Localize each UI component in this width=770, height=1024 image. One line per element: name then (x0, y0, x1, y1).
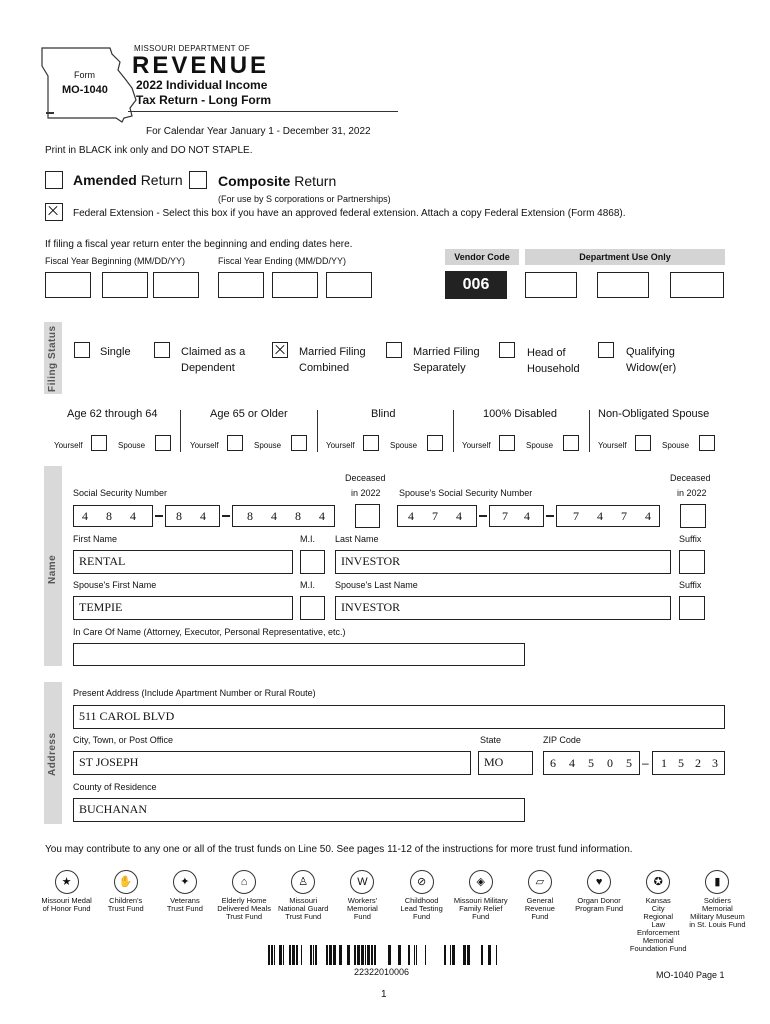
single-checkbox[interactable] (74, 342, 90, 358)
trust-fund-label: Family Relief (459, 904, 503, 913)
hoh-label-2: Household (527, 363, 580, 375)
spouse-ssn-digit: 4 (408, 509, 414, 523)
barcode-bar (315, 945, 317, 965)
spouse-ssn-dash-2 (546, 515, 554, 517)
barcode-bar (310, 945, 312, 965)
barcode-bar (408, 945, 410, 965)
title-line-2: Tax Return - Long Form (136, 93, 272, 107)
fiscal-ending-label: Fiscal Year Ending (MM/DD/YY) (218, 256, 347, 266)
barcode-number: 22322010006 (354, 967, 410, 977)
trust-fund-item (688, 870, 747, 929)
first-name-field[interactable]: RENTAL (73, 550, 293, 574)
trust-fund-label: Memorial (642, 936, 674, 945)
spouse-first-name-field[interactable]: TEMPIE (73, 596, 293, 620)
disabled-yourself-label: Yourself (462, 441, 491, 450)
barcode-bar (361, 945, 364, 965)
trust-fund-label: Fund (531, 912, 549, 921)
trust-fund-label: Organ Donor (577, 896, 621, 905)
dependent-label-1: Claimed as a (181, 346, 246, 358)
age-65-label: Age 65 or Older (210, 408, 288, 420)
trust-fund-label: Fund (413, 912, 431, 921)
vendor-code-value: 006 (445, 271, 507, 299)
form-label: Form (74, 70, 95, 80)
dept-top-label: MISSOURI DEPARTMENT OF (134, 44, 250, 53)
barcode-bar (339, 945, 342, 965)
age-divider-2 (317, 410, 318, 452)
trust-fund-label: Veterans (170, 896, 200, 905)
zip-plus4-field[interactable] (652, 751, 725, 775)
barcode-bar (398, 945, 401, 965)
donor-icon: ♥ (587, 870, 611, 894)
mi-label: M.I. (300, 534, 315, 544)
spouse-mi-label: M.I. (300, 580, 315, 590)
spouse-deceased-label-2: in 2022 (677, 488, 707, 498)
barcode-bar (357, 945, 360, 965)
county-label: County of Residence (73, 782, 157, 792)
barcode-bar (268, 945, 270, 965)
trust-fund-label: Program Fund (575, 904, 624, 913)
last-name-label: Last Name (335, 534, 379, 544)
disabled-label: 100% Disabled (483, 408, 557, 420)
nonobligated-yourself-label: Yourself (598, 441, 627, 450)
ssn-digit: 8 (295, 509, 301, 523)
age62-yourself-label: Yourself (54, 441, 83, 450)
care-of-field[interactable] (73, 643, 525, 666)
trust-fund-item (274, 870, 333, 921)
trust-fund-label: Lead Testing (400, 904, 443, 913)
spouse-ssn-digit: 4 (645, 509, 651, 523)
barcode-bar (271, 945, 273, 965)
barcode (268, 945, 500, 965)
revenue-logo: REVENUE (132, 52, 270, 79)
trust-fund-label: Missouri Medal (41, 896, 92, 905)
trust-fund-item (215, 870, 274, 921)
blind-spouse-label: Spouse (390, 441, 418, 450)
fiscal-begin-day[interactable] (102, 272, 148, 298)
dependent-label-2: Dependent (181, 362, 235, 374)
spouse-mi-field[interactable] (300, 596, 325, 620)
trust-fund-label: Regional (643, 912, 674, 921)
barcode-bar (283, 945, 284, 965)
title-rule (128, 111, 398, 112)
title-line-1: 2022 Individual Income (136, 78, 268, 92)
eagle-icon: ✦ (173, 870, 197, 894)
state-field[interactable]: MO (478, 751, 533, 775)
trust-fund-label: Trust Fund (226, 912, 263, 921)
barcode-bar (388, 945, 391, 965)
spouse-last-name-field[interactable]: INVESTOR (335, 596, 671, 620)
mi-field[interactable] (300, 550, 325, 574)
zip4-digit: 5 (678, 756, 684, 770)
dogtag-icon: ◈ (469, 870, 493, 894)
married-filing-separately-checkbox[interactable] (386, 342, 402, 358)
present-address-field[interactable]: 511 CAROL BLVD (73, 705, 725, 729)
age65-yourself-label: Yourself (190, 441, 219, 450)
trust-fund-label: Soldiers (703, 896, 731, 905)
barcode-bar (463, 945, 466, 965)
spouse-last-name-label: Spouse's Last Name (335, 580, 418, 590)
barcode-bar (496, 945, 497, 965)
age-62-64-label: Age 62 through 64 (67, 408, 158, 420)
vendor-code-header: Vendor Code (445, 249, 519, 265)
spouse-ssn-digit: 7 (621, 509, 627, 523)
ssn-dash-1 (155, 515, 163, 517)
ssn-digit: 4 (319, 509, 325, 523)
amended-label: Amended Return (73, 172, 183, 188)
page-number: 1 (381, 989, 387, 1000)
age65-spouse-label: Spouse (254, 441, 282, 450)
barcode-bar (444, 945, 446, 965)
lead-icon: ⊘ (410, 870, 434, 894)
last-name-field[interactable]: INVESTOR (335, 550, 671, 574)
header-dash (46, 112, 54, 114)
ssn-digit: 4 (200, 509, 206, 523)
dependent-checkbox[interactable] (154, 342, 170, 358)
barcode-bar (488, 945, 491, 965)
print-note: Print in BLACK ink only and DO NOT STAPLE. (45, 145, 253, 156)
fiscal-instruction: If filing a fiscal year return enter the beginning and ending dates here. (45, 239, 353, 250)
age62-spouse-checkbox[interactable] (155, 435, 171, 451)
state-label: State (480, 735, 502, 745)
trust-fund-intro: You may contribute to any one or all of the trust funds on Line 50. See pages 11-12 of the instructions for more trust fund information. (45, 844, 633, 855)
trust-fund-label: Trust Fund (107, 904, 144, 913)
trust-fund-label: Enforcement (636, 928, 680, 937)
trust-fund-label: Military Museum (690, 912, 745, 921)
nonobligated-yourself-checkbox[interactable] (635, 435, 651, 451)
trust-fund-label: General (526, 896, 554, 905)
mfj-label-1: Married Filing (299, 346, 366, 358)
city-field[interactable]: ST JOSEPH (73, 751, 471, 775)
age62-yourself-checkbox[interactable] (91, 435, 107, 451)
single-label: Single (100, 346, 131, 358)
trust-fund-item (570, 870, 629, 913)
trust-fund-label: Elderly Home (221, 896, 267, 905)
barcode-bar (289, 945, 291, 965)
barcode-bar (347, 945, 350, 965)
barcode-bar (326, 945, 328, 965)
qw-label-2: Widow(er) (626, 362, 677, 374)
barcode-bar (292, 945, 295, 965)
age-divider-1 (180, 410, 181, 452)
spouse-deceased-label-1: Deceased (670, 473, 711, 483)
trust-fund-item (392, 870, 451, 921)
trust-fund-label: Workers' (347, 896, 378, 905)
blind-yourself-checkbox[interactable] (363, 435, 379, 451)
suffix-field[interactable] (679, 550, 705, 574)
ssn-digit: 4 (130, 509, 136, 523)
barcode-bar (365, 945, 366, 965)
badge-icon: ✪ (646, 870, 670, 894)
trust-fund-item (510, 870, 569, 921)
qualifying-widow-checkbox[interactable] (598, 342, 614, 358)
spouse-ssn-digit: 4 (597, 509, 603, 523)
suffix-label: Suffix (679, 534, 702, 544)
ssn-part-2[interactable] (165, 505, 220, 527)
spouse-ssn-label: Spouse's Social Security Number (399, 488, 533, 498)
soldier-icon: ♙ (291, 870, 315, 894)
dept-use-box-3 (670, 272, 724, 298)
ssn-digit: 8 (176, 509, 182, 523)
spouse-suffix-label: Suffix (679, 580, 702, 590)
spouse-suffix-field[interactable] (679, 596, 705, 620)
barcode-bar (414, 945, 415, 965)
trust-funds-row (37, 870, 747, 953)
age62-spouse-label: Spouse (118, 441, 146, 450)
trust-fund-label: Revenue (524, 904, 555, 913)
age-divider-3 (453, 410, 454, 452)
workers-icon: W (350, 870, 374, 894)
barcode-bar (467, 945, 470, 965)
disabled-yourself-checkbox[interactable] (499, 435, 515, 451)
barcode-bar (274, 945, 275, 965)
age65-yourself-checkbox[interactable] (227, 435, 243, 451)
spouse-ssn-digit: 7 (502, 509, 508, 523)
disabled-spouse-checkbox[interactable] (563, 435, 579, 451)
trust-fund-label: Kansas (645, 896, 671, 905)
zip4-digit: 3 (712, 756, 718, 770)
ssn-part-1[interactable] (73, 505, 153, 527)
barcode-bar (313, 945, 314, 965)
trust-fund-label: City (651, 904, 665, 913)
barcode-bar (374, 945, 376, 965)
county-field[interactable]: BUCHANAN (73, 798, 525, 822)
ssn-digit: 4 (82, 509, 88, 523)
barcode-bar (333, 945, 336, 965)
spouse-ssn-digit: 4 (524, 509, 530, 523)
first-name-label: First Name (73, 534, 118, 544)
federal-extension-label: Federal Extension - Select this box if you have an approved federal extension. Attach a copy Federal Extension (Form 4868). (73, 208, 626, 219)
trust-fund-label: in St. Louis Fund (689, 920, 746, 929)
zip4-digit: 1 (661, 756, 667, 770)
spouse-ssn-part-3[interactable] (556, 505, 660, 527)
trust-fund-item (629, 870, 688, 953)
ssn-label: Social Security Number (73, 488, 168, 498)
spouse-first-name-label: Spouse's First Name (73, 580, 157, 590)
trust-fund-label: National Guard (278, 904, 329, 913)
federal-extension-checkbox[interactable] (45, 203, 63, 221)
barcode-bar (329, 945, 332, 965)
spouse-ssn-dash-1 (479, 515, 487, 517)
non-obligated-label: Non-Obligated Spouse (598, 408, 710, 420)
trust-fund-item (37, 870, 96, 913)
barcode-bar (296, 945, 298, 965)
trust-fund-label: Missouri Military (453, 896, 508, 905)
age65-spouse-checkbox[interactable] (291, 435, 307, 451)
spouse-ssn-digit: 7 (573, 509, 579, 523)
barcode-bar (279, 945, 282, 965)
ssn-digit: 8 (106, 509, 112, 523)
trust-fund-label: Memorial (346, 904, 378, 913)
composite-checkbox[interactable] (189, 171, 207, 189)
ssn-dash-2 (222, 515, 230, 517)
form-number: MO-1040 (62, 84, 108, 96)
mfs-label-1: Married Filing (413, 346, 480, 358)
fiscal-beginning-label: Fiscal Year Beginning (MM/DD/YY) (45, 256, 186, 266)
ssn-part-3[interactable] (232, 505, 335, 527)
map-icon: ▱ (528, 870, 552, 894)
trust-fund-item (155, 870, 214, 913)
address-section-label: Address (47, 732, 58, 776)
department-use-header: Department Use Only (525, 249, 725, 265)
zip-digit: 4 (569, 756, 575, 770)
trust-fund-item (451, 870, 510, 921)
monument-icon: ▮ (705, 870, 729, 894)
mfj-label-2: Combined (299, 362, 350, 374)
deceased-label-1: Deceased (345, 473, 386, 483)
fiscal-end-day[interactable] (272, 272, 318, 298)
head-of-household-checkbox[interactable] (499, 342, 515, 358)
meal-icon: ⌂ (232, 870, 256, 894)
trust-fund-item (333, 870, 392, 921)
nonobligated-spouse-checkbox[interactable] (699, 435, 715, 451)
spouse-ssn-part-2[interactable] (489, 505, 544, 527)
blind-yourself-label: Yourself (326, 441, 355, 450)
barcode-bar (450, 945, 451, 965)
trust-fund-label: Memorial (701, 904, 733, 913)
zip-digit: 5 (626, 756, 632, 770)
trust-fund-label: Law (651, 920, 666, 929)
blind-spouse-checkbox[interactable] (427, 435, 443, 451)
trust-fund-label: Children's (109, 896, 143, 905)
zip-field[interactable] (543, 751, 640, 775)
nonobligated-spouse-label: Spouse (662, 441, 690, 450)
spouse-ssn-part-1[interactable] (397, 505, 477, 527)
fiscal-end-month[interactable] (218, 272, 264, 298)
trust-fund-label: Foundation Fund (629, 944, 687, 953)
dept-use-box-1 (525, 272, 577, 298)
fiscal-end-year[interactable] (326, 272, 372, 298)
qw-label-1: Qualifying (626, 346, 675, 358)
medal-icon: ★ (55, 870, 79, 894)
spouse-ssn-digit: 4 (456, 509, 462, 523)
zip-digit: 6 (550, 756, 556, 770)
zip-digit: 5 (588, 756, 594, 770)
care-of-label: In Care Of Name (Attorney, Executor, Personal Representative, etc.) (73, 627, 346, 637)
deceased-label-2: in 2022 (351, 488, 381, 498)
barcode-bar (425, 945, 426, 965)
barcode-bar (416, 945, 417, 965)
spouse-deceased-checkbox[interactable] (680, 504, 706, 528)
dept-use-box-2 (597, 272, 649, 298)
barcode-bar (354, 945, 356, 965)
fiscal-begin-month[interactable] (45, 272, 91, 298)
trust-fund-label: Trust Fund (285, 912, 322, 921)
mfs-label-2: Separately (413, 362, 466, 374)
hands-icon: ✋ (114, 870, 138, 894)
zip-dash: – (642, 756, 649, 770)
age-divider-4 (589, 410, 590, 452)
trust-fund-label: Childhood (404, 896, 439, 905)
spouse-ssn-digit: 7 (432, 509, 438, 523)
present-address-label: Present Address (Include Apartment Number or Rural Route) (73, 688, 316, 698)
deceased-checkbox[interactable] (355, 504, 380, 528)
calendar-year-text: For Calendar Year January 1 - December 31, 2022 (146, 126, 371, 137)
trust-fund-label: Trust Fund (166, 904, 203, 913)
barcode-bar (301, 945, 302, 965)
trust-fund-label: Missouri (289, 896, 318, 905)
hoh-label-1: Head of (527, 347, 566, 359)
trust-fund-item (96, 870, 155, 913)
fiscal-begin-year[interactable] (153, 272, 199, 298)
married-filing-combined-checkbox[interactable] (272, 342, 288, 358)
composite-label: Composite Return (218, 173, 337, 189)
zip4-digit: 2 (695, 756, 701, 770)
barcode-bar (481, 945, 483, 965)
ssn-digit: 8 (247, 509, 253, 523)
barcode-bar (371, 945, 373, 965)
barcode-bar (367, 945, 370, 965)
ssn-digit: 4 (271, 509, 277, 523)
name-section-label: Name (47, 554, 58, 584)
disabled-spouse-label: Spouse (526, 441, 554, 450)
trust-fund-label: of Honor Fund (42, 904, 91, 913)
zip-digit: 0 (607, 756, 613, 770)
trust-fund-label: Fund (353, 912, 371, 921)
trust-fund-label: Delivered Meals (217, 904, 271, 913)
barcode-bar (452, 945, 455, 965)
blind-label: Blind (371, 408, 396, 420)
amended-checkbox[interactable] (45, 171, 63, 189)
zip-label: ZIP Code (543, 735, 581, 745)
city-label: City, Town, or Post Office (73, 735, 174, 745)
composite-note: (For use by S corporations or Partnerships) (218, 194, 391, 204)
trust-fund-label: Fund (472, 912, 490, 921)
filing-status-label: Filing Status (47, 325, 58, 392)
page-label: MO-1040 Page 1 (656, 970, 725, 980)
